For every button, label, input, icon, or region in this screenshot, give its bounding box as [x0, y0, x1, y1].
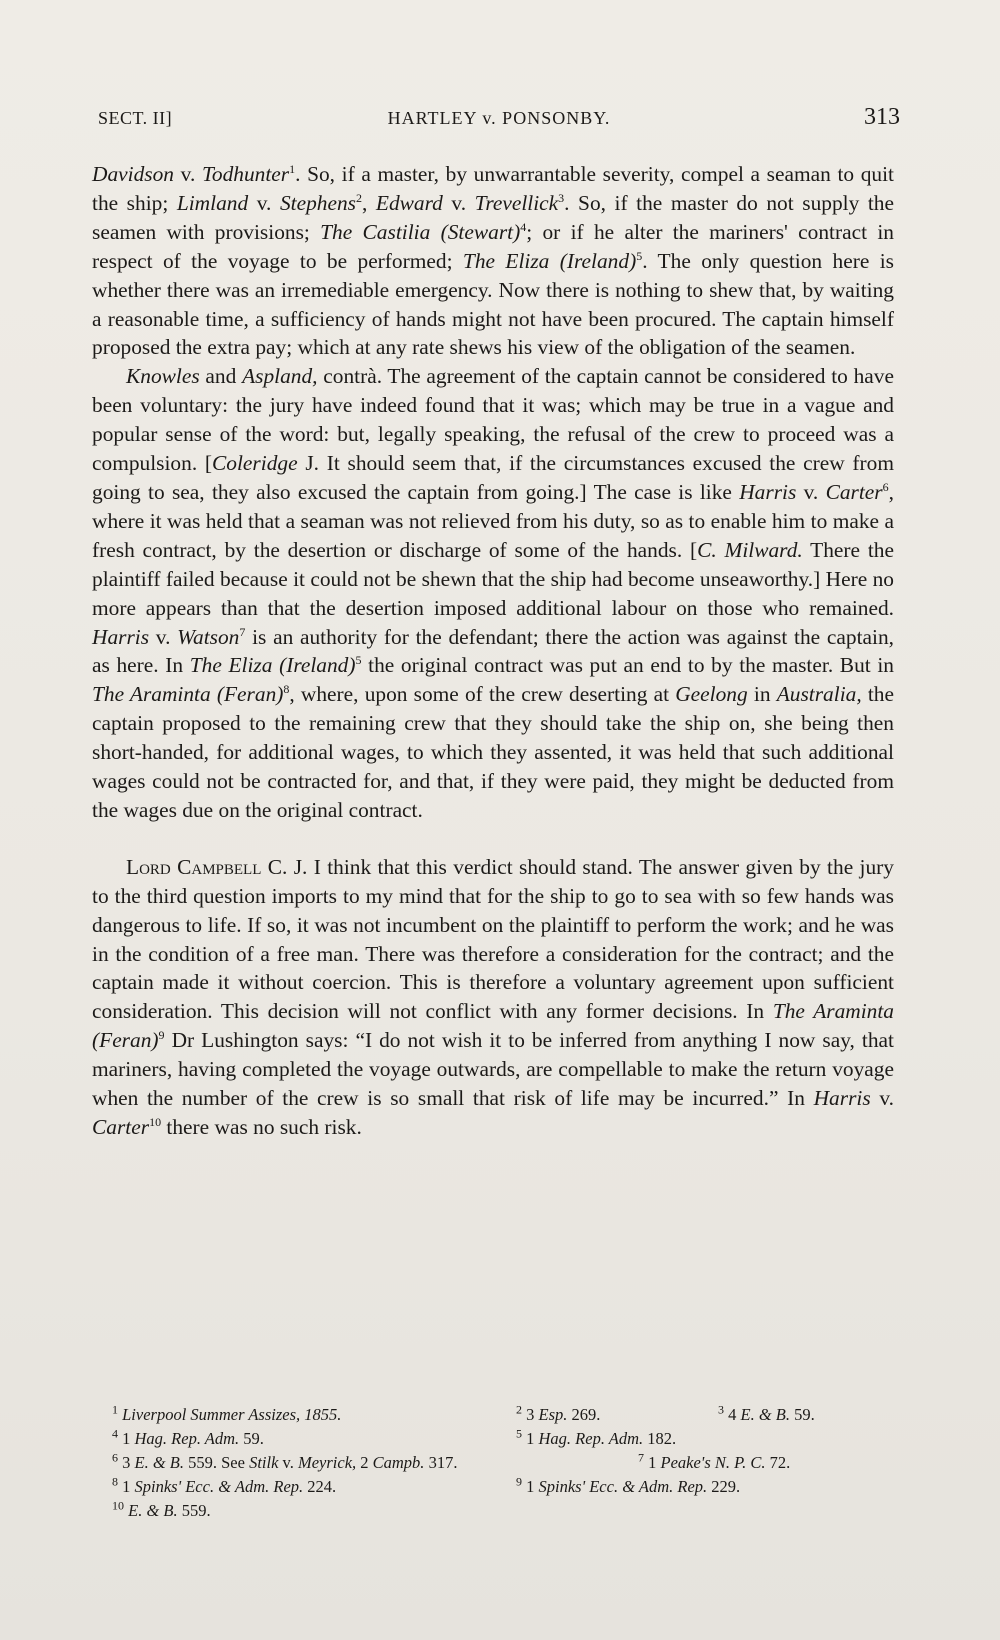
footnote-6: $^6$ 3 E. & B. 559. See Stilk v. Meyrick, 2 Campb. 317.: [112, 1450, 458, 1472]
running-header: [98, 104, 900, 138]
body-text: [92, 160, 894, 1142]
section-label: SECT. II]: [98, 108, 173, 128]
footnote-3: $^3$ 4 E. & B. 59.: [718, 1402, 815, 1424]
paragraph-argument-defendant: Knowles and Aspland, contrà. The agreement of the captain cannot be considered to have been voluntary: the jury have indeed found that it was; which may be true in a vague and popular sense of the word: but, legally speaking, the refusal of the crew to proceed was a compulsion. [Coleridge J. It should seem that, if the circumstances excused the crew from going to sea, they also excused the captain from going.] The case is like Harris v. Carter$^6$, where it was held that a seaman was not relieved from his duty, so as to enable him to make a fresh contract, by the desertion or discharge of some of the hands. [C. Milward. There the plaintiff failed because it could not be shewn that the ship had become unseaworthy.] Here no more appears than that the desertion imposed additional labour on those who remained. Harris v. Watson$^7$ is an authority for the defendant; there the action was against the captain, as here. In The Eliza (Ireland)$^5$ the original contract was put an end to by the master. But in The Araminta (Feran)$^8$, where, upon some of the crew deserting at Geelong in Australia, the captain proposed to the remaining crew that they should take the ship on, she being then short-handed, for additional wages, to which they assented, it was held that such additional wages could not be contracted for, and that, if they were paid, they might be deducted from the wages due on the original contract.: [92, 364, 895, 822]
footnote-5: $^5$ 1 Hag. Rep. Adm. 182.: [516, 1426, 677, 1448]
footnote-row: [108, 1427, 888, 1451]
footnote-2: $^2$ 3 Esp. 269.: [516, 1402, 601, 1424]
footnote-7: $^7$ 1 Peake's N. P. C. 72.: [638, 1450, 791, 1472]
footnote-row: [108, 1403, 888, 1427]
footnote-4: $^4$ 1 Hag. Rep. Adm. 59.: [112, 1426, 264, 1448]
page-number: 313: [864, 104, 900, 130]
footnote-1: $^1$ Liverpool Summer Assizes, 1855.: [112, 1402, 342, 1424]
footnote-9: $^9$ 1 Spinks' Ecc. & Adm. Rep. 229.: [516, 1474, 741, 1496]
paragraph-argument-plaintiff: Davidson v. Todhunter$^1$. So, if a master, by unwarrantable severity, compel a seaman to quit the ship; Limland v. Stephens$^2$, Edward v. Trevellick$^3$. So, if the master do not supply the seamen with provisions; The Castilia (Stewart)$^4$; or if he alter the mariners' contract in respect of the voyage to be performed; The Eliza (Ireland)$^5$. The only question here is whether there was an irremediable emergency. Now there is nothing to shew that, by waiting a reasonable time, a sufficiency of hands might not have been procured. The captain himself proposed the extra pay; which at any rate shews his view of the obligation of the seamen.: [92, 161, 895, 360]
footnotes: [108, 1403, 888, 1523]
footnote-10: $^{10}$ E. & B. 559.: [112, 1498, 211, 1520]
paragraph-judgment: Lord Campbell C. J. I think that this verdict should stand. The answer given by the jury to the third question imports to my mind that for the ship to go to sea with so few hands was dangerous to life. If so, it was not incumbent on the plaintiff to perform the work; and he was in the condition of a free man. There was therefore a consideration for the contract; and the captain made it without coercion. This is therefore a voluntary agreement upon sufficient consideration. This decision will not conflict with any former decisions. In The Araminta (Feran)$^9$ Dr Lushington says: “I do not wish it to be inferred from anything I now say, that mariners, having completed the voyage outwards, are compellable to make the return voyage when the number of the crew is so small that risk of life may be incurred.” In Harris v. Carter$^{10}$ there was no such risk.: [92, 854, 895, 1139]
judge-name: Lord Campbell C. J.: [126, 854, 308, 879]
footnote-row: [108, 1451, 888, 1475]
footnote-row: [108, 1475, 888, 1499]
footnote-8: $^8$ 1 Spinks' Ecc. & Adm. Rep. 224.: [112, 1474, 337, 1496]
footnote-row: [108, 1499, 888, 1523]
running-title: HARTLEY v. PONSONBY.: [387, 108, 611, 128]
